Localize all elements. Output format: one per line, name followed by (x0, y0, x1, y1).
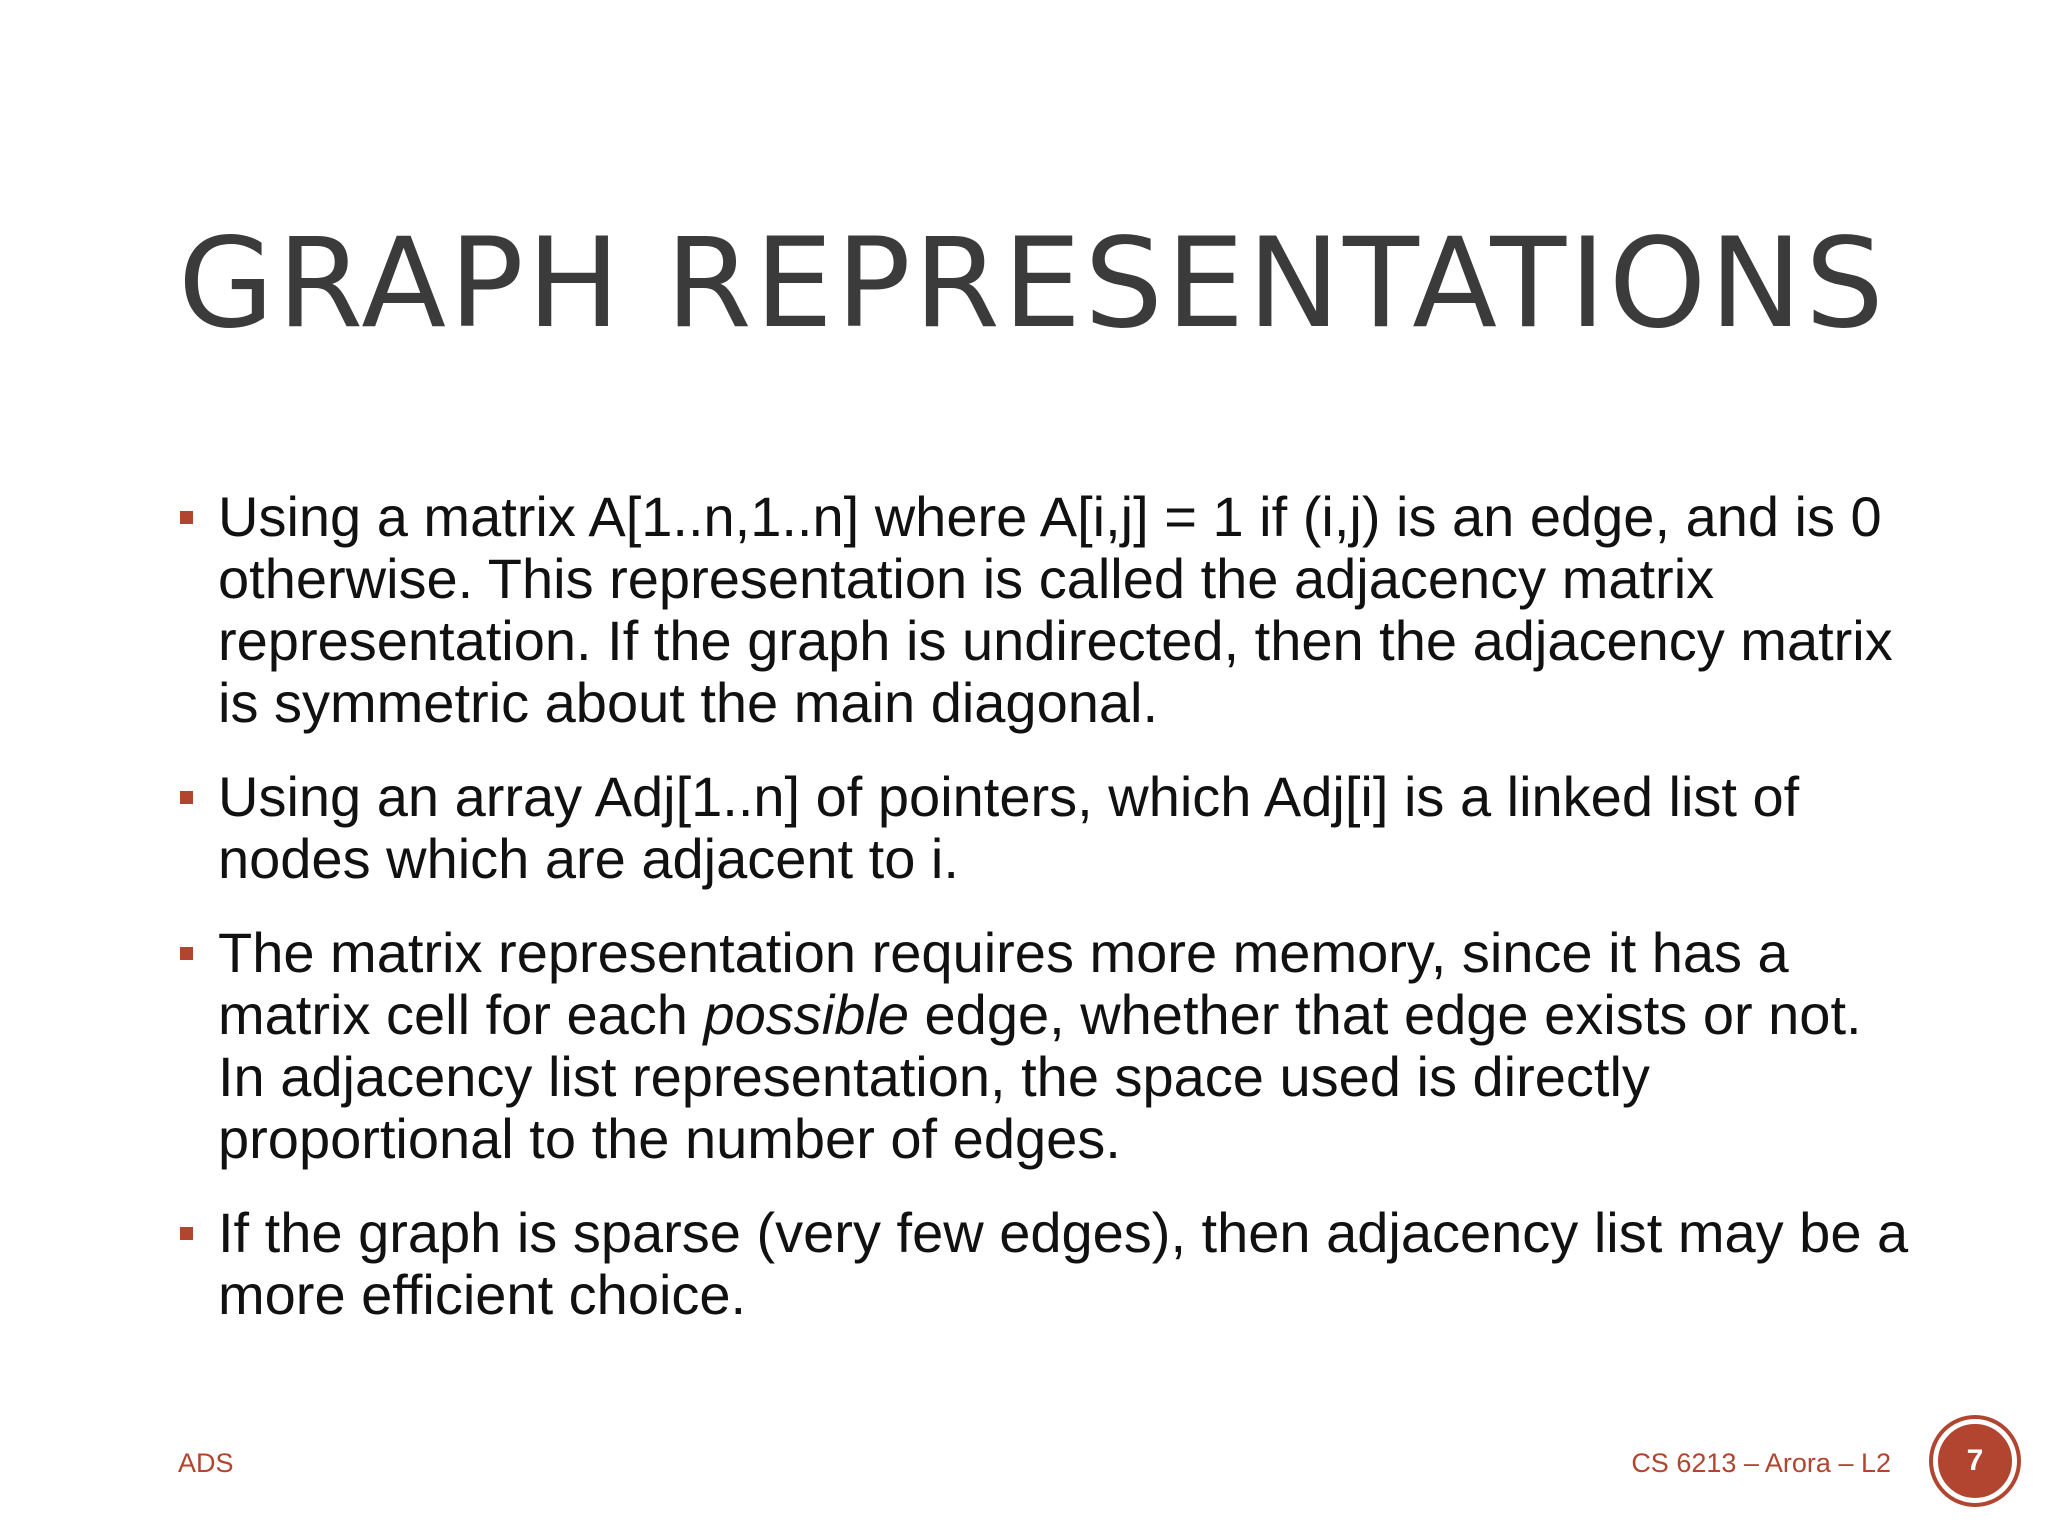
slide-title: GRAPH REPRESENTATIONS (178, 212, 1887, 356)
bullet-item (218, 1202, 1918, 1326)
bullet-text: edge, whether that edge exists or not. In adjacency list representation, the space used is directly proportional to the number of edges. (218, 983, 1862, 1170)
bullet-item (218, 766, 1918, 890)
square-bullet-icon (180, 1227, 193, 1240)
bullet-list (218, 486, 1918, 1358)
bullet-text: The matrix representation requires more memory, since it has a matrix cell for each (218, 921, 1789, 1046)
bullet-text: If the graph is sparse (very few edges), then adjacency list may be a more efficient choice. (218, 1201, 1909, 1326)
square-bullet-icon (180, 947, 193, 960)
bullet-item (218, 922, 1918, 1170)
footer-right-text: CS 6213 – Arora – L2 (1631, 1448, 1891, 1478)
bullet-text: Using an array Adj[1..n] of pointers, which Adj[i] is a linked list of nodes which are adjacent to i. (218, 765, 1800, 890)
page-number-badge (1933, 1419, 2017, 1503)
square-bullet-icon (180, 511, 193, 524)
footer-left-text: ADS (178, 1448, 234, 1478)
page-number: 7 (1966, 1444, 1984, 1477)
bullet-text: Using a matrix A[1..n,1..n] where A[i,j] = 1 if (i,j) is an edge, and is 0 otherwise. This representation is called the adjacency matrix representation. If the graph is undirected, then the adjacency matrix is symmetric about the main diagonal. (218, 485, 1893, 734)
bullet-item (218, 486, 1918, 734)
square-bullet-icon (180, 791, 193, 804)
emphasized-word: possible (703, 983, 909, 1046)
